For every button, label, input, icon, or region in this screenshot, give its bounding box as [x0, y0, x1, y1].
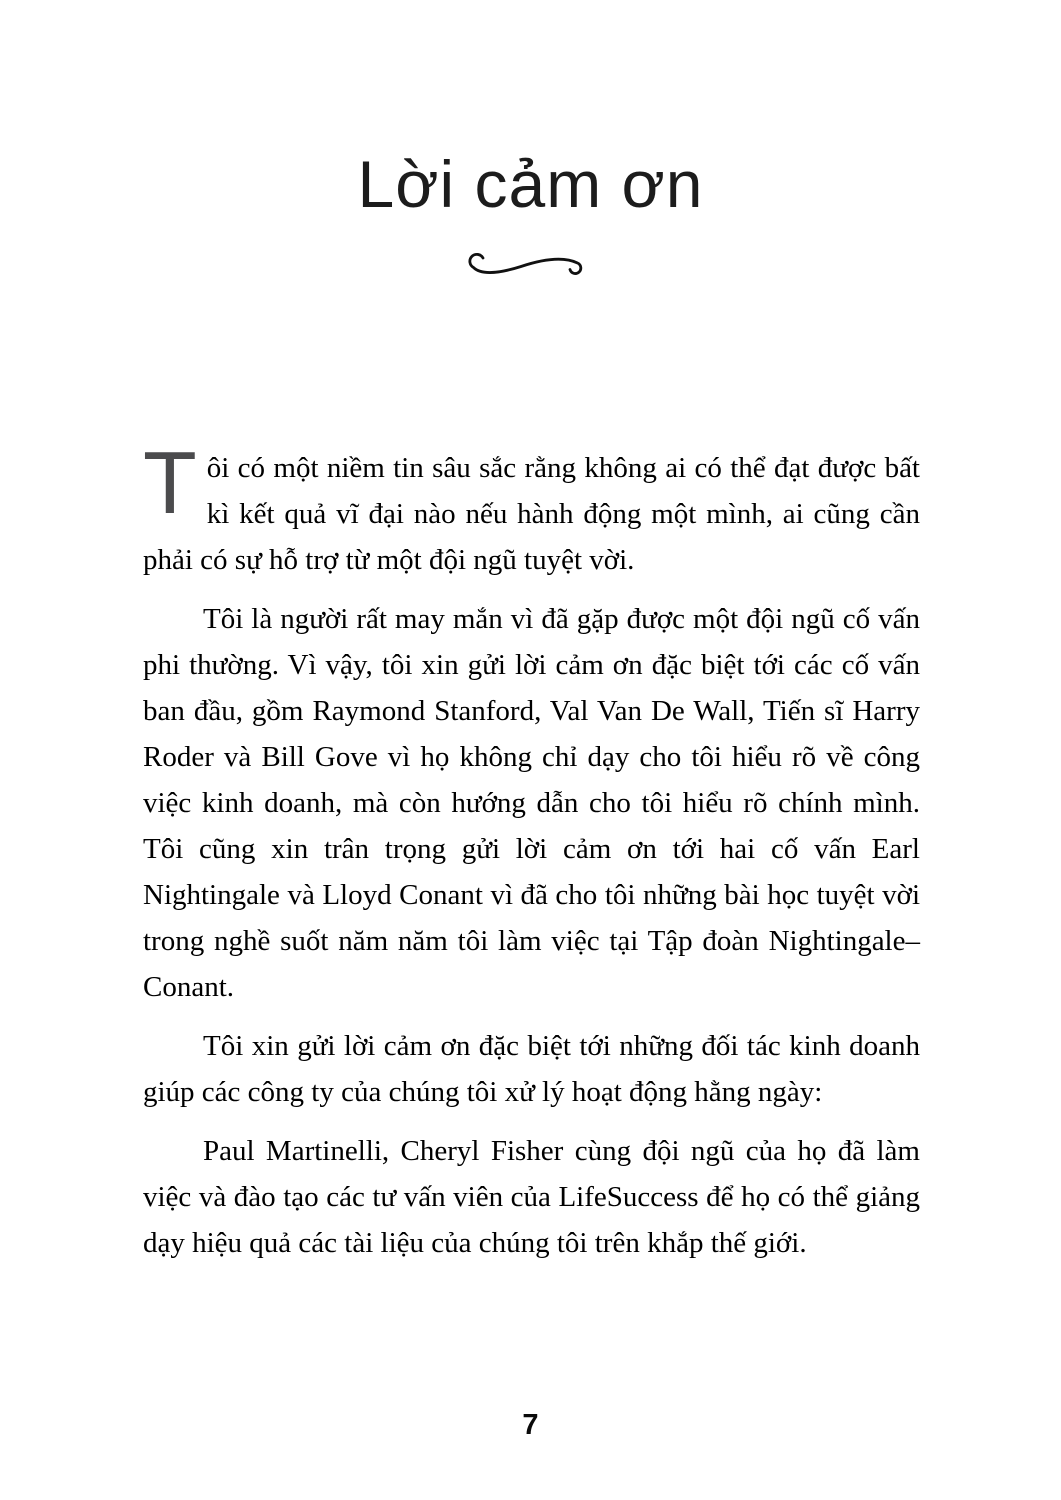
page-title: Lời cảm ơn	[357, 147, 704, 221]
paragraph-1: Tôi có một niềm tin sâu sắc rằng không ai có thể đạt được bất kì kết quả vĩ đại nào nếu hành động một mình, ai cũng cần phải có sự hỗ trợ từ một đội ngũ tuyệt vời.	[143, 432, 920, 576]
paragraph-3: Tôi xin gửi lời cảm ơn đặc biệt tới những đối tác kinh doanh giúp các công ty của chúng tôi xử lý hoạt động hằng ngày:	[143, 1029, 920, 1108]
swash-divider-icon	[461, 245, 601, 285]
paragraph-2: Tôi là người rất may mắn vì đã gặp được một đội ngũ cố vấn phi thường. Vì vậy, tôi xin gửi lời cảm ơn đặc biệt tới các cố vấn ban đầu, gồm Raymond Stanford, Val Van De Wall, Tiến sĩ Harry Roder và Bill Gove vì họ không chỉ dạy cho tôi hiểu rõ về công việc kinh doanh, mà còn hướng dẫn cho tôi hiểu rõ chính mình. Tôi cũng xin trân trọng gửi lời cảm ơn tới hai cố vấn Earl Nightingale và Lloyd Conant vì đã cho tôi những bài học tuyệt vời trong nghề suốt năm năm tôi làm việc tại Tập đoàn Nightingale–Conant.	[143, 602, 920, 1003]
page-number: 7	[522, 1409, 539, 1441]
paragraph-4: Paul Martinelli, Cheryl Fisher cùng đội ngũ của họ đã làm việc và đào tạo các tư vấn viên của LifeSuccess để họ có thể giảng dạy hiệu quả các tài liệu của chúng tôi trên khắp thế giới.	[143, 1134, 920, 1259]
body-text-block	[143, 432, 920, 1266]
